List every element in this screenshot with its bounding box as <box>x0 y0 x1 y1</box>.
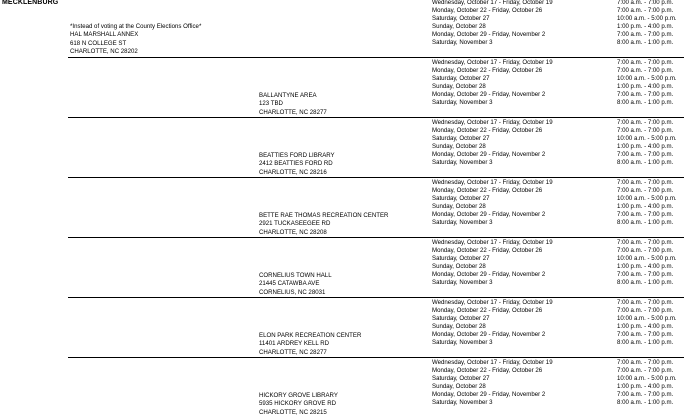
site-city: CHARLOTTE, NC 28277 <box>259 348 327 356</box>
hour-range: 7:00 a.m. - 7:00 p.m. <box>617 91 674 99</box>
hour-range: 8:00 a.m. - 1:00 p.m. <box>617 159 674 167</box>
hour-range: 1:00 p.m. - 4:00 p.m. <box>617 23 674 31</box>
hour-range: 10:00 a.m. - 5:00 p.m. <box>617 135 677 143</box>
day-range: Saturday, November 3 <box>432 39 493 47</box>
hour-range: 7:00 a.m. - 7:00 p.m. <box>617 331 674 339</box>
hour-range: 1:00 p.m. - 4:00 p.m. <box>617 83 674 91</box>
site-address <box>259 152 335 177</box>
site-address <box>259 392 338 417</box>
day-range: Monday, October 29 - Friday, November 2 <box>432 91 546 99</box>
hour-range: 10:00 a.m. - 5:00 p.m. <box>617 195 677 203</box>
schedule-days <box>432 119 553 168</box>
row-divider <box>68 177 684 178</box>
hour-range: 8:00 a.m. - 1:00 p.m. <box>617 219 674 227</box>
hour-range: 10:00 a.m. - 5:00 p.m. <box>617 255 677 263</box>
site-name: BALLANTYNE AREA <box>259 92 317 99</box>
site-city: CHARLOTTE, NC 28208 <box>259 228 327 236</box>
hour-range: 7:00 a.m. - 7:00 p.m. <box>617 307 674 315</box>
hour-range: 1:00 p.m. - 4:00 p.m. <box>617 143 674 151</box>
site-city: CHARLOTTE, NC 28216 <box>259 168 327 176</box>
site-street: 2921 TUCKASEEGEE RD <box>259 220 331 228</box>
schedule-days <box>432 0 553 48</box>
hour-range: 10:00 a.m. - 5:00 p.m. <box>617 75 677 83</box>
site-address <box>259 212 388 237</box>
day-range: Monday, October 29 - Friday, November 2 <box>432 271 546 279</box>
day-range: Monday, October 22 - Friday, October 26 <box>432 187 543 195</box>
day-range: Monday, October 22 - Friday, October 26 <box>432 7 543 15</box>
hour-range: 1:00 p.m. - 4:00 p.m. <box>617 383 674 391</box>
site-name: CORNELIUS TOWN HALL <box>259 272 332 279</box>
day-range: Monday, October 22 - Friday, October 26 <box>432 307 543 315</box>
hour-range: 7:00 a.m. - 7:00 p.m. <box>617 271 674 279</box>
day-range: Monday, October 29 - Friday, November 2 <box>432 31 546 39</box>
day-range: Wednesday, October 17 - Friday, October 19 <box>432 179 553 186</box>
schedule-hours <box>617 359 677 408</box>
hour-range: 7:00 a.m. - 7:00 p.m. <box>617 247 674 255</box>
hour-range: 7:00 a.m. - 7:00 p.m. <box>617 7 674 15</box>
site-address <box>259 272 332 297</box>
hour-range: 1:00 p.m. - 4:00 p.m. <box>617 263 674 271</box>
site-name: ELON PARK RECREATION CENTER <box>259 332 362 339</box>
main-office-city: CHARLOTTE, NC 28202 <box>70 47 138 55</box>
day-range: Sunday, October 28 <box>432 83 486 91</box>
schedule-hours <box>617 239 677 288</box>
day-range: Saturday, November 3 <box>432 339 493 347</box>
row-divider <box>68 357 684 358</box>
day-range: Saturday, November 3 <box>432 219 493 227</box>
hour-range: 7:00 a.m. - 7:00 p.m. <box>617 119 674 126</box>
hour-range: 8:00 a.m. - 1:00 p.m. <box>617 39 674 47</box>
day-range: Wednesday, October 17 - Friday, October 19 <box>432 359 553 366</box>
day-range: Sunday, October 28 <box>432 143 486 151</box>
schedule-hours <box>617 179 677 228</box>
site-name: BETTE RAE THOMAS RECREATION CENTER <box>259 212 389 219</box>
site-address <box>259 332 361 357</box>
site-city: CHARLOTTE, NC 28277 <box>259 108 327 116</box>
day-range: Saturday, November 3 <box>432 159 493 167</box>
day-range: Monday, October 22 - Friday, October 26 <box>432 67 543 75</box>
day-range: Saturday, October 27 <box>432 15 490 23</box>
day-range: Sunday, October 28 <box>432 383 486 391</box>
site-city: CORNELIUS, NC 28031 <box>259 288 326 296</box>
day-range: Saturday, October 27 <box>432 255 490 263</box>
day-range: Wednesday, October 17 - Friday, October 19 <box>432 299 553 306</box>
schedule-hours <box>617 299 677 348</box>
site-street: 5935 HICKORY GROVE RD <box>259 400 336 408</box>
hour-range: 7:00 a.m. - 7:00 p.m. <box>617 127 674 135</box>
day-range: Monday, October 29 - Friday, November 2 <box>432 211 546 219</box>
day-range: Wednesday, October 17 - Friday, October 19 <box>432 0 553 6</box>
hour-range: 10:00 a.m. - 5:00 p.m. <box>617 375 677 383</box>
hour-range: 10:00 a.m. - 5:00 p.m. <box>617 15 677 23</box>
county-label: MECKLENBURG <box>2 0 59 6</box>
schedule-days <box>432 179 553 228</box>
site-name: HICKORY GROVE LIBRARY <box>259 392 338 399</box>
hour-range: 10:00 a.m. - 5:00 p.m. <box>617 315 677 323</box>
hour-range: 7:00 a.m. - 7:00 p.m. <box>617 391 674 399</box>
site-address <box>259 92 327 117</box>
hour-range: 7:00 a.m. - 7:00 p.m. <box>617 187 674 195</box>
main-office-address <box>70 23 201 56</box>
hour-range: 7:00 a.m. - 7:00 p.m. <box>617 151 674 159</box>
day-range: Saturday, October 27 <box>432 315 490 323</box>
main-office-note: *Instead of voting at the County Elections Office* <box>70 23 202 30</box>
hour-range: 7:00 a.m. - 7:00 p.m. <box>617 359 674 366</box>
schedule-days <box>432 359 553 408</box>
day-range: Sunday, October 28 <box>432 203 486 211</box>
schedule-hours <box>617 119 677 168</box>
schedule-days <box>432 239 553 288</box>
day-range: Saturday, October 27 <box>432 75 490 83</box>
hour-range: 8:00 a.m. - 1:00 p.m. <box>617 99 674 107</box>
day-range: Saturday, November 3 <box>432 99 493 107</box>
hour-range: 1:00 p.m. - 4:00 p.m. <box>617 203 674 211</box>
row-divider <box>68 237 684 238</box>
row-divider <box>68 57 684 58</box>
day-range: Wednesday, October 17 - Friday, October 19 <box>432 119 553 126</box>
hour-range: 7:00 a.m. - 7:00 p.m. <box>617 299 674 306</box>
day-range: Sunday, October 28 <box>432 23 486 31</box>
hour-range: 1:00 p.m. - 4:00 p.m. <box>617 323 674 331</box>
day-range: Monday, October 22 - Friday, October 26 <box>432 367 543 375</box>
day-range: Wednesday, October 17 - Friday, October 19 <box>432 239 553 246</box>
main-office-street: 618 N COLLEGE ST <box>70 39 127 47</box>
day-range: Wednesday, October 17 - Friday, October 19 <box>432 59 553 66</box>
day-range: Saturday, October 27 <box>432 195 490 203</box>
day-range: Monday, October 29 - Friday, November 2 <box>432 331 546 339</box>
main-office-name: HAL MARSHALL ANNEX <box>70 31 139 39</box>
site-street: 123 TBD <box>259 100 283 108</box>
hour-range: 7:00 a.m. - 7:00 p.m. <box>617 31 674 39</box>
hour-range: 7:00 a.m. - 7:00 p.m. <box>617 211 674 219</box>
row-divider <box>68 117 684 118</box>
schedule-hours <box>617 0 677 48</box>
day-range: Monday, October 29 - Friday, November 2 <box>432 391 546 399</box>
day-range: Saturday, November 3 <box>432 399 493 407</box>
day-range: Saturday, November 3 <box>432 279 493 287</box>
hour-range: 7:00 a.m. - 7:00 p.m. <box>617 367 674 375</box>
hour-range: 7:00 a.m. - 7:00 p.m. <box>617 67 674 75</box>
day-range: Monday, October 22 - Friday, October 26 <box>432 127 543 135</box>
hour-range: 8:00 a.m. - 1:00 p.m. <box>617 339 674 347</box>
day-range: Sunday, October 28 <box>432 263 486 271</box>
day-range: Sunday, October 28 <box>432 323 486 331</box>
site-street: 11401 ARDREY KELL RD <box>259 340 330 348</box>
hour-range: 7:00 a.m. - 7:00 p.m. <box>617 239 674 246</box>
site-street: 21445 CATAWBA AVE <box>259 280 320 288</box>
day-range: Monday, October 29 - Friday, November 2 <box>432 151 546 159</box>
hour-range: 8:00 a.m. - 1:00 p.m. <box>617 279 674 287</box>
hour-range: 7:00 a.m. - 7:00 p.m. <box>617 179 674 186</box>
site-city: CHARLOTTE, NC 28215 <box>259 408 327 416</box>
site-street: 2412 BEATTIES FORD RD <box>259 160 333 168</box>
day-range: Saturday, October 27 <box>432 135 490 143</box>
day-range: Monday, October 22 - Friday, October 26 <box>432 247 543 255</box>
site-name: BEATTIES FORD LIBRARY <box>259 152 335 159</box>
day-range: Saturday, October 27 <box>432 375 490 383</box>
hour-range: 7:00 a.m. - 7:00 p.m. <box>617 0 674 6</box>
schedule-hours <box>617 59 677 108</box>
hour-range: 8:00 a.m. - 1:00 p.m. <box>617 399 674 407</box>
hour-range: 7:00 a.m. - 7:00 p.m. <box>617 59 674 66</box>
row-divider <box>68 297 684 298</box>
schedule-days <box>432 299 553 348</box>
schedule-days <box>432 59 553 108</box>
